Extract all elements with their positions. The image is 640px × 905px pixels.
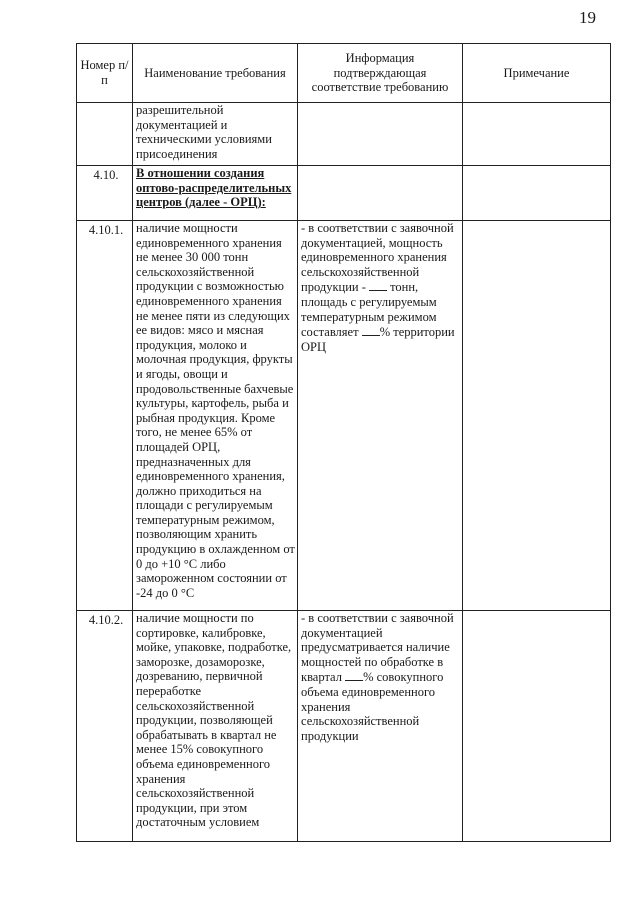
row-num: 4.10.2. bbox=[77, 611, 133, 842]
row-num: 4.10.1. bbox=[77, 221, 133, 611]
info-text-part: тонн, площадь с регулируемым температурным режимом составляет bbox=[301, 280, 437, 340]
row-note bbox=[463, 221, 611, 611]
page-number: 19 bbox=[579, 8, 596, 27]
row-num bbox=[77, 103, 133, 166]
table-row bbox=[77, 221, 611, 611]
table-row bbox=[77, 103, 611, 166]
row-note bbox=[463, 611, 611, 842]
row-requirement: наличие мощности единовременного хранения не менее 30 000 тонн сельскохозяйственной продукции с возможностью единовременного хранения не менее пяти из следующих ее видов: мясо и мясная продукция, молоко и молочная продукция, фрукты и ягоды, овощи и продовольственные бахчевые культуры, картофель, рыба и рыбная продукция. Кроме того, не менее 65% от площадей ОРЦ, предназначенных для единовременного хранения, должно приходиться на площади с регулируемым температурным режимом, позволяющим хранить продукцию в охлажденном от 0 до +10 °С либо замороженном состоянии от -24 до 0 °С bbox=[133, 221, 298, 611]
header-note: Примечание bbox=[463, 44, 611, 103]
row-info bbox=[298, 166, 463, 221]
row-requirement: наличие мощности по сортировке, калибровке, мойке, упаковке, подработке, заморозке, дозаморозке, дозреванию, первичной переработке сельскохозяйственной продукции, позволяющей обрабатывать в квартал не менее 15% совокупного объема единовременного хранения сельскохозяйственной продукции, при этом достаточным условием bbox=[133, 611, 298, 842]
row-note bbox=[463, 166, 611, 221]
table-header-row bbox=[77, 44, 611, 103]
info-text-part: % территории ОРЦ bbox=[301, 325, 455, 354]
section-title: В отношении создания оптово-распределительных центров (далее - ОРЦ): bbox=[136, 166, 292, 210]
blank-field bbox=[345, 669, 363, 681]
row-info bbox=[298, 611, 463, 842]
info-text-part: % совокупного объема единовременного хранения сельскохозяйственной продукции bbox=[301, 670, 444, 743]
header-info: Информация подтверждающая соответствие требованию bbox=[298, 44, 463, 103]
table-row bbox=[77, 611, 611, 842]
blank-field bbox=[369, 279, 387, 291]
row-info bbox=[298, 103, 463, 166]
info-text-part: - в соответствии с заявочной документацией предусматривается наличие мощностей по обработке в квартал bbox=[301, 611, 454, 685]
row-requirement: разрешительной документацией и техническими условиями присоединения bbox=[133, 103, 298, 166]
row-note bbox=[463, 103, 611, 166]
row-info bbox=[298, 221, 463, 611]
info-text-part: - в соответствии с заявочной документацией, мощность единовременного хранения сельскохозяйственной продукции - bbox=[301, 221, 454, 295]
header-num: Номер п/п bbox=[77, 44, 133, 103]
requirements-table bbox=[76, 43, 611, 842]
blank-field bbox=[362, 324, 380, 336]
header-requirement: Наименование требования bbox=[133, 44, 298, 103]
row-num: 4.10. bbox=[77, 166, 133, 221]
table-row bbox=[77, 166, 611, 221]
